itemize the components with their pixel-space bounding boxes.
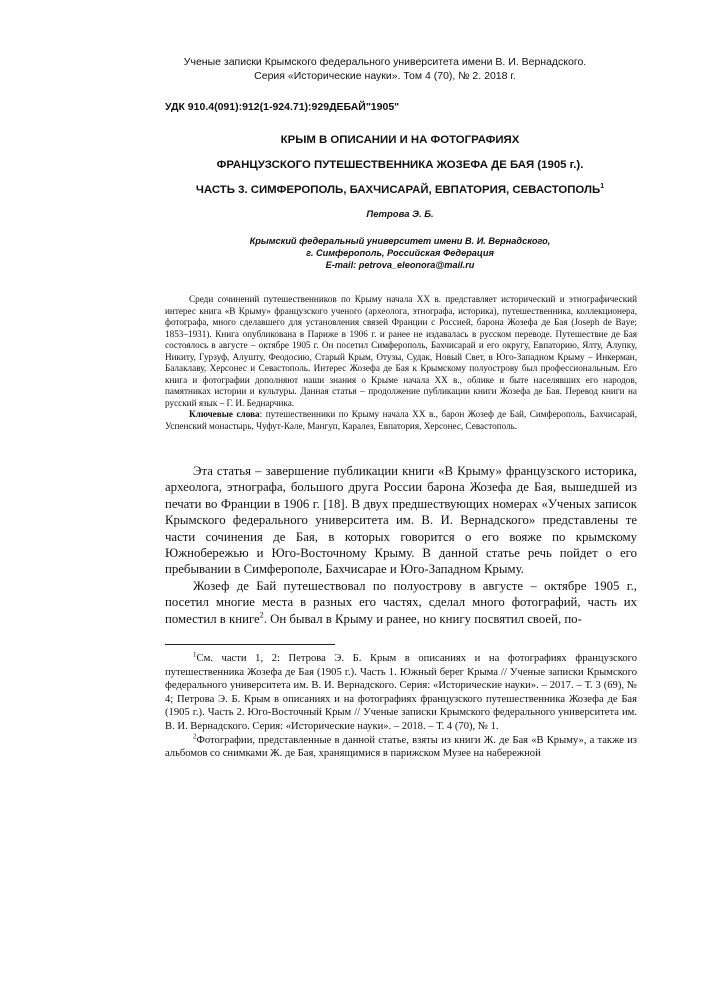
abstract [165,294,637,432]
keywords [165,409,637,432]
author-name: Петрова Э. Б. [366,209,434,220]
body-paragraph-2-end: . Он бывал в Крыму и ранее, но книгу посвятил своей, по- [263,611,582,626]
footnote-divider [165,644,335,645]
body-paragraph-2 [165,578,637,627]
affiliation-city: г. Симферополь, Российская Федерация [306,248,494,258]
title-line-3 [165,178,635,203]
title-line-2: ФРАНЦУЗСКОГО ПУТЕШЕСТВЕННИКА ЖОЗЕФА ДЕ БАЯ (1905 г.). [216,159,584,171]
running-header-journal: Ученые записки Крымского федерального университета имени В. И. Вернадского. [183,56,587,68]
article-body [165,463,637,627]
affiliation [165,235,635,271]
running-header [150,55,620,83]
footnotes [165,652,637,761]
footnote-2-text: Фотографии, представленные в данной статье, взяты из книги Ж. де Бая «В Крыму», а также из альбомов со снимками Ж. де Бая, хранящимися в парижском Музее на набережной [165,734,637,760]
body-paragraph-2-start: Жозеф де Бай путешествовал по полуострову в августе – октябре 1905 г., посетил многие места в разных его частях, сделал много фотографий, часть их поместил в книге [165,578,637,626]
title-footnote-mark[interactable]: 1 [600,183,605,191]
article-title [165,128,635,203]
running-header-series: Серия «Исторические науки». Том 4 (70), № 2. 2018 г. [254,70,516,82]
footnote-2-mark: 2 [193,732,197,741]
footnote-1-mark: 1 [193,650,197,659]
keywords-list: : путешественники по Крыму начала XX в., барон Жозеф де Бай, Симферополь, Бахчисарай, Успенский монастырь, Чуфут-Кале, Мангуп, Каралез, Евпатория, Херсонес, Севастополь. [165,409,637,431]
footnote-ref-2[interactable]: 2 [259,610,264,620]
footnote-1 [165,652,637,734]
affiliation-email[interactable]: E-mail: petrova_eleonora@mail.ru [325,260,475,270]
udc-code: УДК 910.4(091):912(1-924.71):929ДЕБАЙ"1905" [165,101,400,113]
footnote-2 [165,734,637,761]
body-paragraph-1: Эта статья – завершение публикации книги «В Крыму» французского историка, археолога, этнографа, большого друга России барона Жозефа де Бая, вышедшей из печати во Франции в 1906 г. [18]. В двух предшествующих номерах «Ученых записок Крымского федерального университета им. В. И. Вернадского» представлены те части сочинения де Бая, в которых говорится о его вояже по крымскому Южнобережью и Юго-Восточному Крыму. В данной статье речь пойдет о его пребывании в Симферополе, Бахчисарае и Юго-Западном Крыму. [165,464,637,577]
affiliation-university: Крымский федеральный университет имени В. И. Вернадского, [249,236,551,246]
keywords-label: Ключевые слова [189,409,260,419]
abstract-text: Среди сочинений путешественников по Крыму начала XX в. представляет исторический и этнографический интерес книга «В Крыму» французского ученого (археолога, этнографа, историка), путешественника, коллекционера, фотографа, много сделавшего для установления связей Франции с Россией, барона Жозефа де Бая (Joseph de Baye; 1853–1931). Книга опубликована в Париже в 1906 г. и ранее не издавалась в русском переводе. Путешествие де Бая состоялось в августе – октябре 1905 г. Он посетил Симферополь, Бахчисарай и его округу, Евпаторию, Ялту, Алупку, Никиту, Гурзуф, Алушту, Феодосию, Старый Крым, Отузы, Судак, Новый Свет, в Юго-Западном Крыму – Инкерман, Балаклаву, Херсонес и Севастополь. Интерес Жозефа де Бая к Крымскому полуострову был профессиональным. Его книга и фотографии дополняют наши знания о Крыме начала XX в., облике и быте населявших его народов, памятниках истории и культуры. Данная статья – продолжение публикации книги Жозефа де Бая. Перевод книги на русский язык – Г. И. Беднарчика. [165,294,637,408]
title-line-1: КРЫМ В ОПИСАНИИ И НА ФОТОГРАФИЯХ [280,134,520,146]
title-line-3-text: ЧАСТЬ 3. СИМФЕРОПОЛЬ, БАХЧИСАРАЙ, ЕВПАТОРИЯ, СЕВАСТОПОЛЬ [195,184,601,196]
footnote-1-text: См. части 1, 2: Петрова Э. Б. Крым в описаниях и на фотографиях французского путешественника Жозефа де Бая (1905 г.). Часть 1. Южный берег Крыма // Ученые записки Крымского федерального университета им. В. И. Вернадского. Серия: «Исторические науки». – 2017. – Т. 3 (69), № 4; Петрова Э. Б. Крым в описаниях и на фотографиях французского путешественника Жозефа де Бая (1905 г.). Часть 2. Юго-Восточный Крым // Ученые записки Крымского федерального университета им. В. И. Вернадского. Серия: «Исторические науки». – 2018. – Т. 4 (70), № 1. [165,653,637,732]
